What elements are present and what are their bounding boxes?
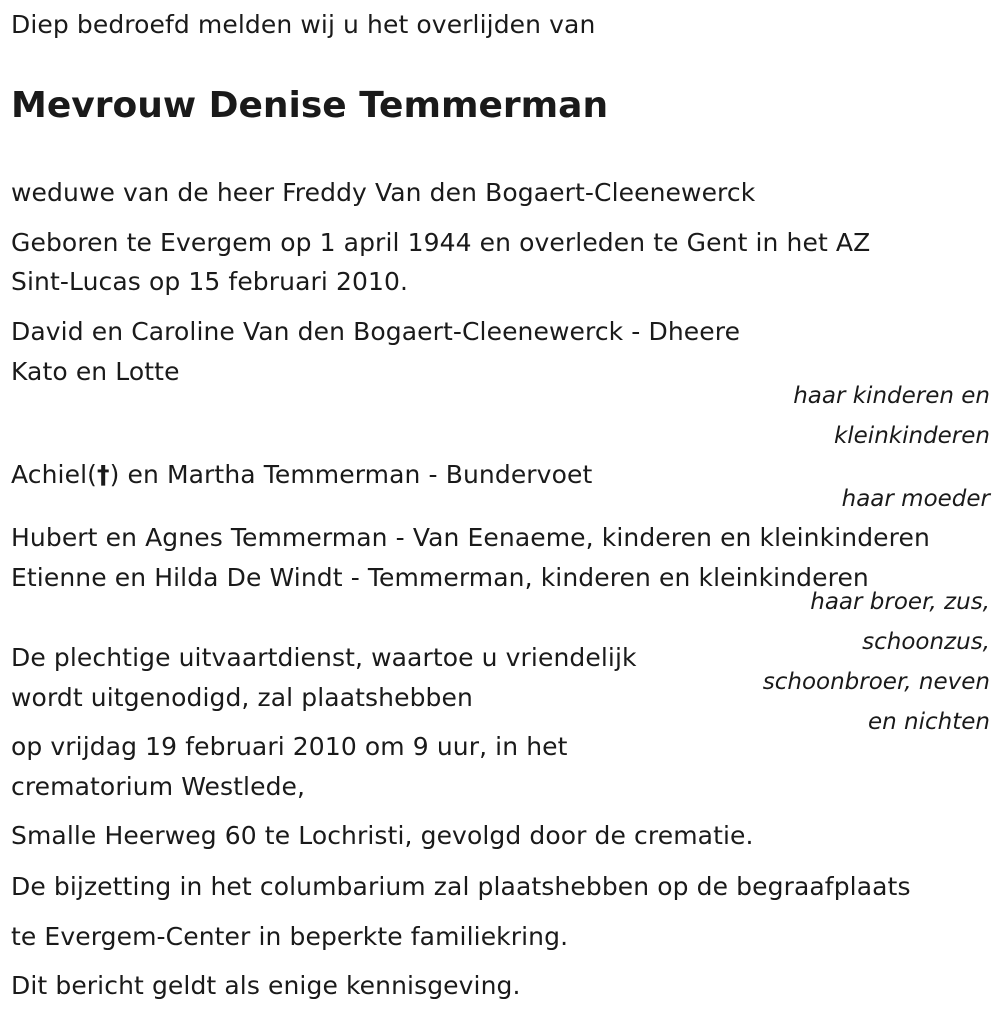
deceased-name: Mevrouw Denise Temmerman <box>11 85 609 126</box>
service-line-7: te Evergem-Center in beperkte familiekring. <box>11 922 569 951</box>
service-line-6: De bijzetting in het columbarium zal plaatshebben op de begraafplaats <box>11 872 911 901</box>
children-line-1: David en Caroline Van den Bogaert-Cleenewerck - Dheere <box>11 317 741 346</box>
children-role-2: kleinkinderen <box>833 423 990 449</box>
children-role-1: haar kinderen en <box>793 383 990 409</box>
mother-role: haar moeder <box>841 486 990 512</box>
mother-name-before: Achiel( <box>11 460 97 489</box>
birth-line-2: Sint-Lucas op 15 februari 2010. <box>11 267 409 296</box>
mother-line <box>11 455 592 495</box>
cross-icon: † <box>96 460 110 489</box>
service-line-5: Smalle Heerweg 60 te Lochristi, gevolgd door de crematie. <box>11 821 754 850</box>
service-line-4: crematorium Westlede, <box>11 772 306 801</box>
birth-line-1: Geboren te Evergem op 1 april 1944 en overleden te Gent in het AZ <box>11 228 871 257</box>
siblings-line-1: Hubert en Agnes Temmerman - Van Eenaeme, kinderen en kleinkinderen <box>11 523 930 552</box>
service-line-2: wordt uitgenodigd, zal plaatshebben <box>11 683 473 712</box>
siblings-role-3: schoonbroer, neven <box>762 669 990 695</box>
siblings-role-2: schoonzus, <box>862 629 990 655</box>
service-line-1: De plechtige uitvaartdienst, waartoe u vriendelijk <box>11 643 637 672</box>
intro-text: Diep bedroefd melden wij u het overlijden van <box>11 10 596 39</box>
mother-name-after: ) en Martha Temmerman - Bundervoet <box>109 460 593 489</box>
siblings-role-4: en nichten <box>868 709 990 735</box>
children-line-2: Kato en Lotte <box>11 357 180 386</box>
closing-text: Dit bericht geldt als enige kennisgeving. <box>11 971 521 1000</box>
siblings-line-2: Etienne en Hilda De Windt - Temmerman, kinderen en kleinkinderen <box>11 563 869 592</box>
widow-line: weduwe van de heer Freddy Van den Bogaert-Cleenewerck <box>11 178 756 207</box>
siblings-role-1: haar broer, zus, <box>810 589 990 615</box>
service-line-3: op vrijdag 19 februari 2010 om 9 uur, in het <box>11 732 568 761</box>
